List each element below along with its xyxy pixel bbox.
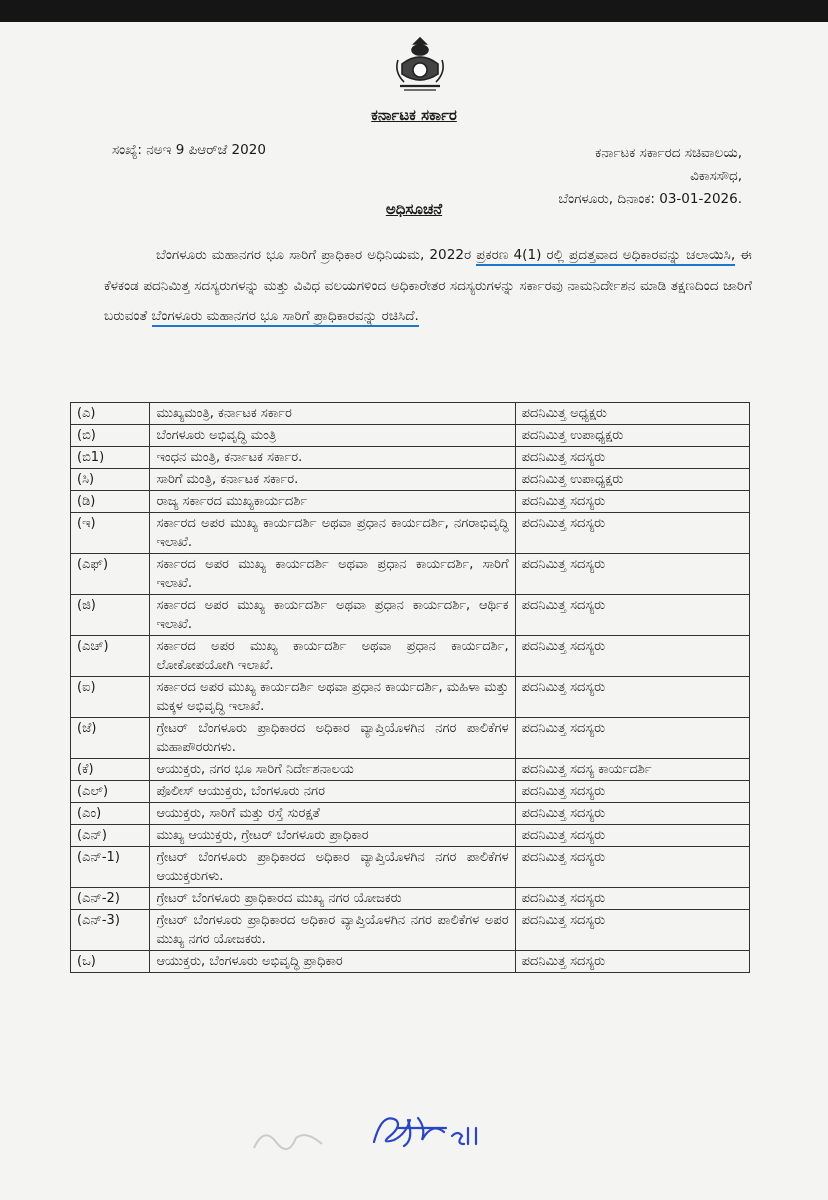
member-role: ಪದನಿಮಿತ್ತ ಸದಸ್ಯರು (515, 888, 749, 910)
member-name: ಸಾರಿಗೆ ಮಂತ್ರಿ, ಕರ್ನಾಟಕ ಸರ್ಕಾರ. (150, 469, 515, 491)
member-name: ಪೊಲೀಸ್ ಆಯುಕ್ತರು, ಬೆಂಗಳೂರು ನಗರ (150, 781, 515, 803)
member-role: ಪದನಿಮಿತ್ತ ಸದಸ್ಯರು (515, 447, 749, 469)
top-bar (0, 0, 828, 22)
member-code: (ಡಿ) (71, 491, 150, 513)
table-row (71, 888, 750, 910)
body-text: ಈ ಕೆಳಕಂಡ ಪದನಿಮಿತ್ತ ಸದಸ್ಯರುಗಳನ್ನು ಮತ್ತು ವಿವಿಧ ವಲಯಗಳಿಂದ ಅಧಿಕಾರೇತರ ಸದಸ್ಯರುಗಳನ್ನು ಸರ್ಕಾರವು ನಾಮನಿರ್ದೇಶನ ಮಾಡಿ ತಕ್ಷಣದಿಂದ ಜಾರಿಗೆ ಬರುವಂತೆ (104, 247, 752, 324)
members-table (70, 402, 750, 973)
member-name: ಆಯುಕ್ತರು, ಸಾರಿಗೆ ಮತ್ತು ರಸ್ತೆ ಸುರಕ್ಷತೆ (150, 803, 515, 825)
member-code: (ಎನ್-3) (71, 910, 150, 951)
member-code: (ಬಿ1) (71, 447, 150, 469)
member-name: ಸರ್ಕಾರದ ಅಪರ ಮುಖ್ಯ ಕಾರ್ಯದರ್ಶಿ ಅಥವಾ ಪ್ರಧಾನ ಕಾರ್ಯದರ್ಶಿ, ಲೋಕೋಪಯೋಗಿ ಇಲಾಖೆ. (150, 636, 515, 677)
table-row (71, 910, 750, 951)
member-code: (ಎ) (71, 403, 150, 425)
highlighted-text: ಪ್ರಕರಣ 4(1) ರಲ್ಲಿ ಪ್ರದತ್ತವಾದ ಅಧಿಕಾರವನ್ನು ಚಲಾಯಿಸಿ, (476, 247, 735, 266)
highlighted-text: ಬೆಂಗಳೂರು ಮಹಾನಗರ ಭೂ ಸಾರಿಗೆ ಪ್ರಾಧಿಕಾರವನ್ನು ರಚಿಸಿದೆ. (152, 308, 419, 327)
state-emblem-icon (390, 34, 450, 96)
member-role: ಪದನಿಮಿತ್ತ ಸದಸ್ಯರು (515, 781, 749, 803)
member-name: ಗ್ರೇಟರ್ ಬೆಂಗಳೂರು ಪ್ರಾಧಿಕಾರದ ಅಧಿಕಾರ ವ್ಯಾಪ್ತಿಯೊಳಗಿನ ನಗರ ಪಾಲಿಕೆಗಳ ಆಯುಕ್ತರುಗಳು. (150, 847, 515, 888)
table-row (71, 554, 750, 595)
member-code: (ಒ) (71, 951, 150, 973)
member-code: (ಜಿ) (71, 595, 150, 636)
member-code: (ಐ) (71, 677, 150, 718)
member-code: (ಎನ್-1) (71, 847, 150, 888)
member-role: ಪದನಿಮಿತ್ತ ಸದಸ್ಯರು (515, 513, 749, 554)
member-role: ಪದನಿಮಿತ್ತ ಸದಸ್ಯ ಕಾರ್ಯದರ್ಶಿ (515, 759, 749, 781)
table-row (71, 677, 750, 718)
member-role: ಪದನಿಮಿತ್ತ ಸದಸ್ಯರು (515, 847, 749, 888)
table-row (71, 781, 750, 803)
member-name: ಸರ್ಕಾರದ ಅಪರ ಮುಖ್ಯ ಕಾರ್ಯದರ್ಶಿ ಅಥವಾ ಪ್ರಧಾನ ಕಾರ್ಯದರ್ಶಿ, ನಗರಾಭಿವೃದ್ಧಿ ಇಲಾಖೆ. (150, 513, 515, 554)
office-line: ಬೆಂಗಳೂರು, ದಿನಾಂಕ: 03-01-2026. (558, 191, 742, 207)
member-code: (ಜೆ) (71, 718, 150, 759)
member-role: ಪದನಿಮಿತ್ತ ಸದಸ್ಯರು (515, 803, 749, 825)
member-role: ಪದನಿಮಿತ್ತ ಸದಸ್ಯರು (515, 636, 749, 677)
member-name: ಸರ್ಕಾರದ ಅಪರ ಮುಖ್ಯ ಕಾರ್ಯದರ್ಶಿ ಅಥವಾ ಪ್ರಧಾನ ಕಾರ್ಯದರ್ಶಿ, ಮಹಿಳಾ ಮತ್ತು ಮಕ್ಕಳ ಅಭಿವೃದ್ಧಿ ಇಲಾಖೆ. (150, 677, 515, 718)
table-row (71, 403, 750, 425)
member-role: ಪದನಿಮಿತ್ತ ಸದಸ್ಯರು (515, 910, 749, 951)
member-role: ಪದನಿಮಿತ್ತ ಸದಸ್ಯರು (515, 677, 749, 718)
table-row (71, 595, 750, 636)
member-name: ಆಯುಕ್ತರು, ನಗರ ಭೂ ಸಾರಿಗೆ ನಿರ್ದೇಶನಾಲಯ (150, 759, 515, 781)
member-name: ಆಯುಕ್ತರು, ಬೆಂಗಳೂರು ಅಭಿವೃದ್ಧಿ ಪ್ರಾಧಿಕಾರ (150, 951, 515, 973)
member-role: ಪದನಿಮಿತ್ತ ಸದಸ್ಯರು (515, 825, 749, 847)
member-code: (ಎಂ) (71, 803, 150, 825)
member-name: ಗ್ರೇಟರ್ ಬೆಂಗಳೂರು ಪ್ರಾಧಿಕಾರದ ಮುಖ್ಯ ನಗರ ಯೋಜಕರು (150, 888, 515, 910)
member-code: (ಸಿ) (71, 469, 150, 491)
member-name: ಗ್ರೇಟರ್ ಬೆಂಗಳೂರು ಪ್ರಾಧಿಕಾರದ ಅಧಿಕಾರ ವ್ಯಾಪ್ತಿಯೊಳಗಿನ ನಗರ ಪಾಲಿಕೆಗಳ ಅಪರ ಮುಖ್ಯ ನಗರ ಯೋಜಕರು. (150, 910, 515, 951)
member-name: ಸರ್ಕಾರದ ಅಪರ ಮುಖ್ಯ ಕಾರ್ಯದರ್ಶಿ ಅಥವಾ ಪ್ರಧಾನ ಕಾರ್ಯದರ್ಶಿ, ಸಾರಿಗೆ ಇಲಾಖೆ. (150, 554, 515, 595)
member-name: ಗ್ರೇಟರ್ ಬೆಂಗಳೂರು ಪ್ರಾಧಿಕಾರದ ಅಧಿಕಾರ ವ್ಯಾಪ್ತಿಯೊಳಗಿನ ನಗರ ಪಾಲಿಕೆಗಳ ಮಹಾಪೌರರುಗಳು. (150, 718, 515, 759)
member-name: ಮುಖ್ಯಮಂತ್ರಿ, ಕರ್ನಾಟಕ ಸರ್ಕಾರ (150, 403, 515, 425)
table-row (71, 469, 750, 491)
body-text: ಬೆಂಗಳೂರು ಮಹಾನಗರ ಭೂ ಸಾರಿಗೆ ಪ್ರಾಧಿಕಾರ ಅಧಿನಿಯಮ, 2022ರ (156, 247, 477, 263)
member-name: ಸರ್ಕಾರದ ಅಪರ ಮುಖ್ಯ ಕಾರ್ಯದರ್ಶಿ ಅಥವಾ ಪ್ರಧಾನ ಕಾರ್ಯದರ್ಶಿ, ಆರ್ಥಿಕ ಇಲಾಖೆ. (150, 595, 515, 636)
member-role: ಪದನಿಮಿತ್ತ ಉಪಾಧ್ಯಕ್ಷರು (515, 425, 749, 447)
member-code: (ಎಚ್) (71, 636, 150, 677)
reference-number: ಸಂಖ್ಯೆ: ನಅಇ 9 ಪಿಆರ್‌ಜೆ 2020 (112, 142, 266, 158)
table-row (71, 718, 750, 759)
government-title: ಕರ್ನಾಟಕ ಸರ್ಕಾರ (371, 106, 457, 124)
member-name: ರಾಜ್ಯ ಸರ್ಕಾರದ ಮುಖ್ಯಕಾರ್ಯದರ್ಶಿ (150, 491, 515, 513)
table-row (71, 425, 750, 447)
table-row (71, 803, 750, 825)
member-code: (ಎನ್-2) (71, 888, 150, 910)
member-role: ಪದನಿಮಿತ್ತ ಉಪಾಧ್ಯಕ್ಷರು (515, 469, 749, 491)
table-row (71, 636, 750, 677)
member-role: ಪದನಿಮಿತ್ತ ಸದಸ್ಯರು (515, 554, 749, 595)
member-name: ಮುಖ್ಯ ಆಯುಕ್ತರು, ಗ್ರೇಟರ್ ಬೆಂಗಳೂರು ಪ್ರಾಧಿಕಾರ (150, 825, 515, 847)
signature-icon (368, 1098, 498, 1158)
faint-signature-mark (250, 1118, 330, 1158)
table-row (71, 847, 750, 888)
table-row (71, 825, 750, 847)
member-code: (ಇ) (71, 513, 150, 554)
notification-title: ಅಧಿಸೂಚನೆ (385, 200, 443, 218)
table-row (71, 513, 750, 554)
member-role: ಪದನಿಮಿತ್ತ ಸದಸ್ಯರು (515, 491, 749, 513)
member-role: ಪದನಿಮಿತ್ತ ಅಧ್ಯಕ್ಷರು (515, 403, 749, 425)
table-row (71, 951, 750, 973)
member-code: (ಕೆ) (71, 759, 150, 781)
member-name: ಇಂಧನ ಮಂತ್ರಿ, ಕರ್ನಾಟಕ ಸರ್ಕಾರ. (150, 447, 515, 469)
table-row (71, 447, 750, 469)
member-code: (ಎಫ್) (71, 554, 150, 595)
office-line: ಕರ್ನಾಟಕ ಸರ್ಕಾರದ ಸಚಿವಾಲಯ, (595, 145, 742, 161)
member-role: ಪದನಿಮಿತ್ತ ಸದಸ್ಯರು (515, 718, 749, 759)
member-code: (ಎಲ್) (71, 781, 150, 803)
member-name: ಬೆಂಗಳೂರು ಅಭಿವೃದ್ಧಿ ಮಂತ್ರಿ (150, 425, 515, 447)
member-code: (ಎನ್) (71, 825, 150, 847)
notification-body (104, 240, 752, 332)
member-role: ಪದನಿಮಿತ್ತ ಸದಸ್ಯರು (515, 951, 749, 973)
office-line: ವಿಕಾಸಸೌಧ, (690, 168, 742, 184)
table-row (71, 759, 750, 781)
table-row (71, 491, 750, 513)
member-role: ಪದನಿಮಿತ್ತ ಸದಸ್ಯರು (515, 595, 749, 636)
member-code: (ಬಿ) (71, 425, 150, 447)
